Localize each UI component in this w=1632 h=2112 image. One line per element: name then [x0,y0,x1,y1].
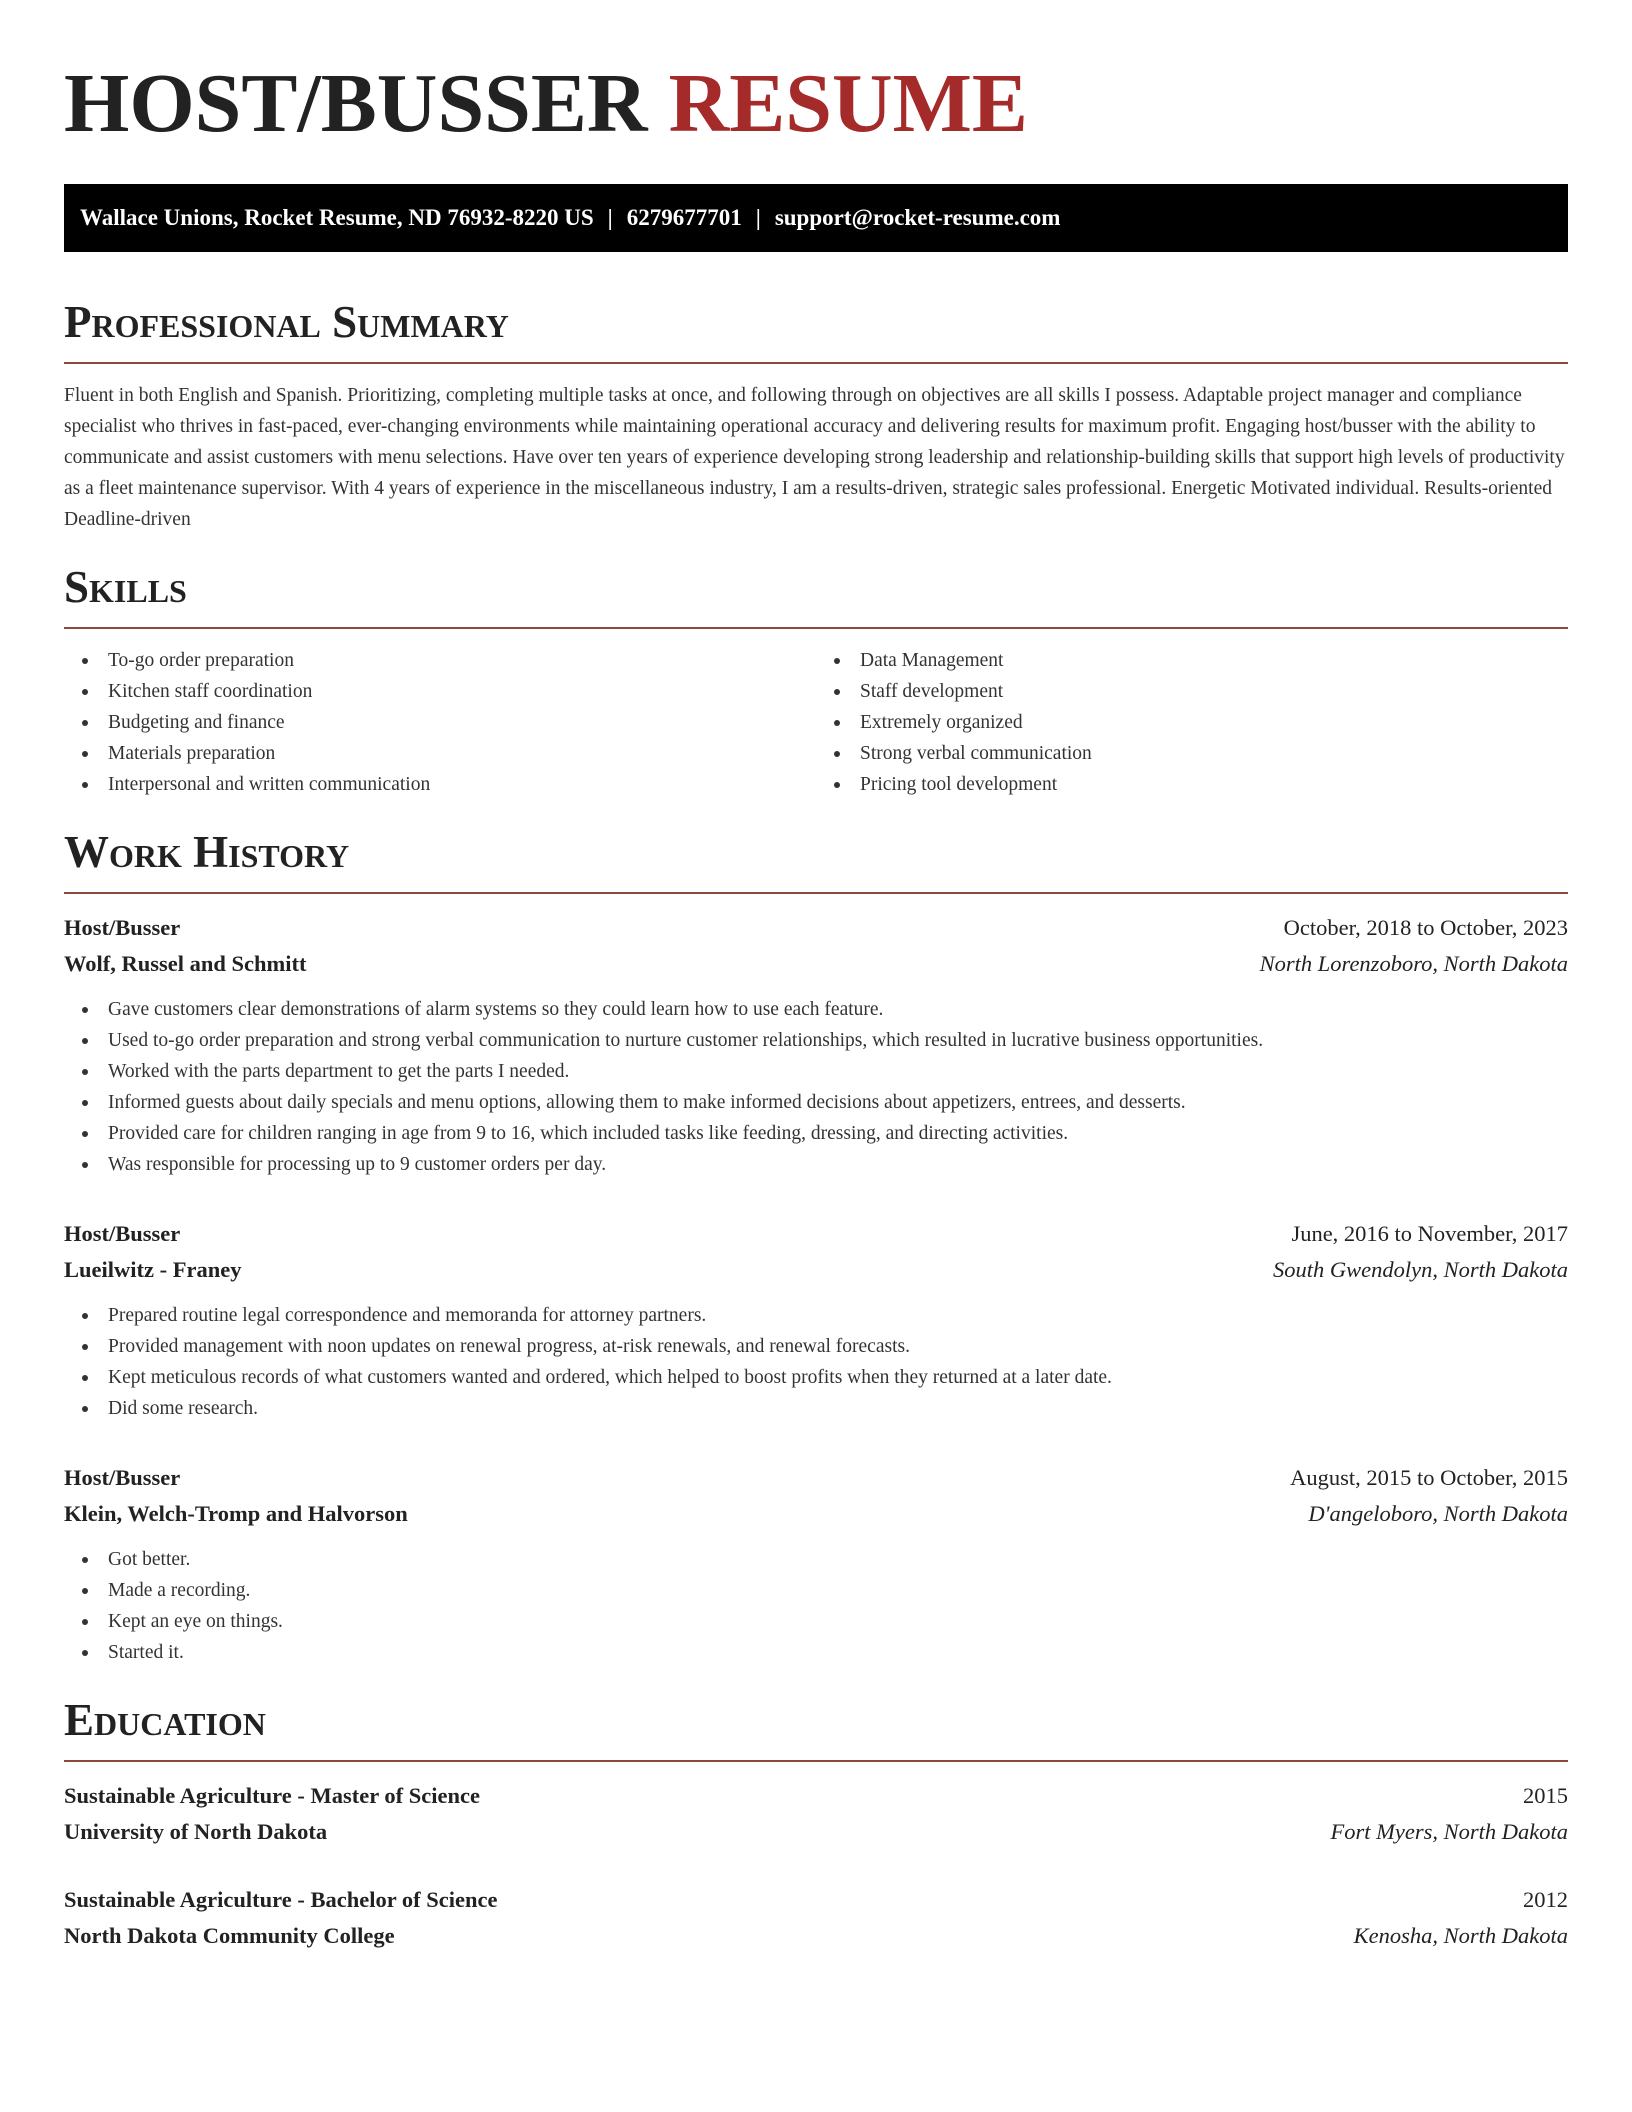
education-entry [64,1778,1568,1850]
job-bullet: Provided care for children ranging in age from 9 to 16, which included tasks like feeding, dressing, and directing activities. [64,1118,1568,1149]
title-part-1: HOST/BUSSER [64,57,648,150]
skill-item: Extremely organized [816,707,1568,738]
skills-column-left [64,645,816,800]
education-school: North Dakota Community College [64,1923,395,1948]
job-bullet: Was responsible for processing up to 9 customer orders per day. [64,1149,1568,1180]
job-bullet: Made a recording. [64,1575,1568,1606]
education-entry [64,1882,1568,1954]
job-bullet: Informed guests about daily specials and menu options, allowing them to make informed decisions about appetizers, entrees, and desserts. [64,1087,1568,1118]
job-dates: August, 2015 to October, 2015 [1290,1465,1568,1490]
education-subheader [64,1814,1568,1850]
section-divider [64,892,1568,894]
job-bullet: Worked with the parts department to get the parts I needed. [64,1056,1568,1087]
skill-item: Materials preparation [64,738,816,769]
job-bullet: Provided management with noon updates on renewal progress, at-risk renewals, and renewal forecasts. [64,1331,1568,1362]
job-bullet: Prepared routine legal correspondence and memoranda for attorney partners. [64,1300,1568,1331]
job-subheader [64,1496,1568,1532]
job-title: Host/Busser [64,1221,181,1246]
education-section [64,1694,1568,1954]
job-bullet: Got better. [64,1544,1568,1575]
title-part-2: RESUME [668,57,1028,150]
summary-section [64,296,1568,535]
contact-separator: | [607,205,613,230]
education-subheader [64,1918,1568,1954]
job-company: Lueilwitz - Franey [64,1257,242,1282]
job-entry [64,1460,1568,1668]
job-bullet: Started it. [64,1637,1568,1668]
job-bullets [64,994,1568,1180]
skill-item: Strong verbal communication [816,738,1568,769]
section-divider [64,362,1568,364]
job-title: Host/Busser [64,915,181,940]
education-degree: Sustainable Agriculture - Bachelor of Science [64,1887,498,1912]
job-bullet: Kept meticulous records of what customers wanted and ordered, which helped to boost profits when they returned at a later date. [64,1362,1568,1393]
job-header [64,1460,1568,1496]
education-year: 2015 [1523,1783,1568,1808]
education-degree: Sustainable Agriculture - Master of Science [64,1783,480,1808]
work-history-section [64,826,1568,1668]
education-header [64,1882,1568,1918]
skills-section [64,561,1568,800]
skills-column-right [816,645,1568,800]
job-bullets [64,1544,1568,1668]
contact-bar [64,184,1568,252]
section-heading-skills: Skills [64,562,187,612]
education-location: Kenosha, North Dakota [1353,1923,1568,1948]
job-title: Host/Busser [64,1465,181,1490]
skill-item: Kitchen staff coordination [64,676,816,707]
education-school: University of North Dakota [64,1819,328,1844]
contact-separator: | [755,205,761,230]
skill-item: Staff development [816,676,1568,707]
job-entry [64,910,1568,1180]
job-location: North Lorenzoboro, North Dakota [1259,951,1568,976]
section-heading-work: Work History [64,827,350,877]
job-subheader [64,1252,1568,1288]
job-bullet: Used to-go order preparation and strong verbal communication to nurture customer relationships, which resulted in lucrative business opportunities. [64,1025,1568,1056]
job-location: D'angeloboro, North Dakota [1308,1501,1568,1526]
section-divider [64,1760,1568,1762]
contact-email[interactable]: support@rocket-resume.com [774,205,1061,230]
section-heading-education: Education [64,1695,266,1745]
skill-item: Budgeting and finance [64,707,816,738]
section-heading-summary: Professional Summary [64,297,509,347]
job-company: Klein, Welch-Tromp and Halvorson [64,1501,408,1526]
job-entry [64,1216,1568,1424]
summary-text: Fluent in both English and Spanish. Prioritizing, completing multiple tasks at once, and following through on objectives are all skills I possess. Adaptable project manager and compliance specialist who thrives in fast-paced, ever-changing environments while maintaining operational accuracy and delivering results for maximum profit. Engaging host/busser with the ability to communicate and assist customers with menu selections. Have over ten years of experience developing strong leadership and relationship-building skills that support high levels of productivity as a fleet maintenance supervisor. With 4 years of experience in the miscellaneous industry, I am a results-driven, strategic sales professional. Energetic Motivated individual. Results-oriented Deadline-driven [64,385,1565,530]
job-subheader [64,946,1568,982]
contact-address: Wallace Unions, Rocket Resume, ND 76932-8220 US [80,205,594,230]
job-bullets [64,1300,1568,1424]
skill-item: Data Management [816,645,1568,676]
job-bullet: Gave customers clear demonstrations of alarm systems so they could learn how to use each feature. [64,994,1568,1025]
job-bullet: Did some research. [64,1393,1568,1424]
job-dates: October, 2018 to October, 2023 [1283,915,1568,940]
skills-list [64,645,1568,800]
job-company: Wolf, Russel and Schmitt [64,951,307,976]
job-header [64,910,1568,946]
education-year: 2012 [1523,1887,1568,1912]
skill-item: Interpersonal and written communication [64,769,816,800]
contact-phone[interactable]: 6279677701 [626,205,742,230]
education-location: Fort Myers, North Dakota [1330,1819,1568,1844]
skill-item: To-go order preparation [64,645,816,676]
section-divider [64,627,1568,629]
job-dates: June, 2016 to November, 2017 [1291,1221,1568,1246]
job-location: South Gwendolyn, North Dakota [1273,1257,1568,1282]
skill-item: Pricing tool development [816,769,1568,800]
job-bullet: Kept an eye on things. [64,1606,1568,1637]
job-header [64,1216,1568,1252]
resume-title [64,54,1568,154]
education-header [64,1778,1568,1814]
